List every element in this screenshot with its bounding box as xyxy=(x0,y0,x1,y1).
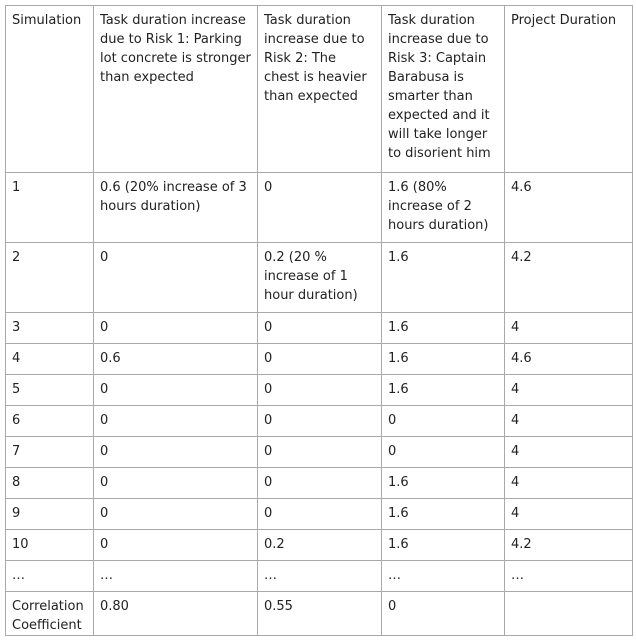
cell-simulation: 8 xyxy=(6,468,94,499)
header-cell-risk-3: Task duration increase due to Risk 3: Captain Barabusa is smarter than expected and it will take longer to disorient him xyxy=(382,6,505,173)
header-cell-project-duration: Project Duration xyxy=(505,6,633,173)
cell-simulation: 4 xyxy=(6,344,94,375)
cell-project-duration: … xyxy=(505,561,633,592)
cell-project-duration: 4.6 xyxy=(505,344,633,375)
table-row xyxy=(6,375,633,406)
cell-risk-3: 1.6 xyxy=(382,375,505,406)
table-row xyxy=(6,344,633,375)
table-row xyxy=(6,313,633,344)
header-cell-risk-1: Task duration increase due to Risk 1: Parking lot concrete is stronger than expected xyxy=(94,6,258,173)
cell-risk-2: 0.2 (20 % increase of 1 hour duration) xyxy=(258,243,382,313)
cell-risk-2: 0 xyxy=(258,173,382,243)
table-row xyxy=(6,468,633,499)
cell-risk-2: 0 xyxy=(258,406,382,437)
cell-project-duration: 4.2 xyxy=(505,530,633,561)
cell-project-duration: 4 xyxy=(505,437,633,468)
cell-risk-1: … xyxy=(94,561,258,592)
table-row-ellipsis xyxy=(6,561,633,592)
cell-risk-3: 0 xyxy=(382,437,505,468)
cell-risk-3: 1.6 (80% increase of 2 hours duration) xyxy=(382,173,505,243)
table-row xyxy=(6,406,633,437)
cell-simulation: 9 xyxy=(6,499,94,530)
cell-risk-2: 0 xyxy=(258,499,382,530)
cell-risk-2: 0 xyxy=(258,437,382,468)
cell-risk-2: 0 xyxy=(258,375,382,406)
cell-simulation: 1 xyxy=(6,173,94,243)
cell-project-duration: 4.6 xyxy=(505,173,633,243)
cell-project-duration: 4 xyxy=(505,499,633,530)
cell-project-duration: 4 xyxy=(505,406,633,437)
cell-risk-1: 0 xyxy=(94,499,258,530)
cell-risk-1: 0 xyxy=(94,243,258,313)
cell-risk-2: … xyxy=(258,561,382,592)
cell-risk-1: 0.6 xyxy=(94,344,258,375)
simulation-table xyxy=(5,5,633,636)
cell-risk-2: 0.2 xyxy=(258,530,382,561)
cell-simulation: … xyxy=(6,561,94,592)
table-row xyxy=(6,530,633,561)
cell-project-duration: 4 xyxy=(505,468,633,499)
cell-simulation: 7 xyxy=(6,437,94,468)
cell-risk-1: 0 xyxy=(94,468,258,499)
cell-risk-3: 1.6 xyxy=(382,243,505,313)
cell-risk-1: 0 xyxy=(94,375,258,406)
cell-risk-1: 0 xyxy=(94,437,258,468)
cell-risk-1: 0 xyxy=(94,406,258,437)
cell-risk-3: … xyxy=(382,561,505,592)
correlation-row xyxy=(6,592,633,636)
cell-simulation: 3 xyxy=(6,313,94,344)
table-header-row xyxy=(6,6,633,173)
cell-risk-1: 0 xyxy=(94,313,258,344)
table-row xyxy=(6,173,633,243)
cell-simulation: 5 xyxy=(6,375,94,406)
cell-simulation: 10 xyxy=(6,530,94,561)
header-cell-simulation: Simulation xyxy=(6,6,94,173)
cell-risk-3: 0 xyxy=(382,406,505,437)
cell-project-duration: 4.2 xyxy=(505,243,633,313)
cell-risk-2: 0 xyxy=(258,468,382,499)
cell-project-duration: 4 xyxy=(505,375,633,406)
header-cell-risk-2: Task duration increase due to Risk 2: The chest is heavier than expected xyxy=(258,6,382,173)
cell-simulation: 6 xyxy=(6,406,94,437)
cell-risk-1: 0 xyxy=(94,530,258,561)
cell-simulation: 2 xyxy=(6,243,94,313)
cell-correlation-risk-2: 0.55 xyxy=(258,592,382,636)
table-row xyxy=(6,499,633,530)
cell-correlation-risk-3: 0 xyxy=(382,592,505,636)
cell-project-duration: 4 xyxy=(505,313,633,344)
cell-risk-3: 1.6 xyxy=(382,530,505,561)
cell-correlation-label: Correlation Coefficient xyxy=(6,592,94,636)
cell-risk-3: 1.6 xyxy=(382,468,505,499)
cell-risk-3: 1.6 xyxy=(382,499,505,530)
table-row xyxy=(6,243,633,313)
cell-correlation-risk-1: 0.80 xyxy=(94,592,258,636)
cell-risk-3: 1.6 xyxy=(382,313,505,344)
cell-risk-1: 0.6 (20% increase of 3 hours duration) xyxy=(94,173,258,243)
cell-risk-3: 1.6 xyxy=(382,344,505,375)
cell-correlation-project-duration xyxy=(505,592,633,636)
cell-risk-2: 0 xyxy=(258,344,382,375)
table-row xyxy=(6,437,633,468)
cell-risk-2: 0 xyxy=(258,313,382,344)
